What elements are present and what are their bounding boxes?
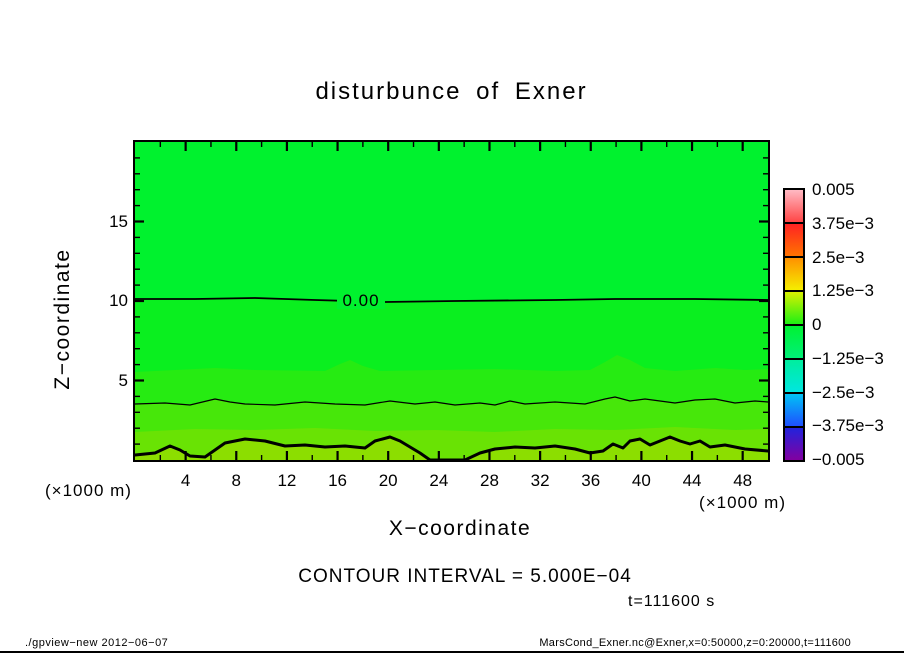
x-tick-label: 12: [277, 471, 297, 490]
y-tick-label: 10: [109, 291, 128, 310]
footer-right: MarsCond_Exner.nc@Exner,x=0:50000,z=0:20000,t=111600: [539, 637, 851, 649]
colorbar-block: [785, 258, 803, 292]
colorbar-block: [785, 224, 803, 258]
plot-svg: [135, 142, 768, 460]
plot-area: [133, 140, 770, 462]
x-tick-label: 28: [480, 471, 499, 490]
colorbar-tick-label: 0: [812, 315, 822, 334]
y-axis-title: Z−coordinate: [51, 248, 74, 390]
colorbar-block: [785, 190, 803, 224]
colorbar-tick-label: 2.5e−3: [812, 247, 865, 267]
colorbar: [783, 188, 805, 462]
x-axis-title: X−coordinate: [388, 517, 532, 540]
x-tick-label: 44: [682, 471, 702, 490]
contour-interval-text: CONTOUR INTERVAL = 5.000E−04: [298, 566, 632, 587]
colorbar-tick-label: −3.75e−3: [812, 416, 884, 436]
x-tick-label: 36: [581, 471, 601, 490]
x-tick-label: 48: [733, 471, 753, 490]
colorbar-tick-label: 3.75e−3: [812, 213, 874, 233]
zero-contour-label: 0.00: [342, 291, 380, 310]
x-tick-label: 32: [530, 471, 550, 490]
colorbar-tick-label: 1.25e−3: [812, 281, 874, 301]
x-tick-label: 8: [231, 471, 241, 490]
x-tick-label: 20: [378, 471, 398, 490]
chart-title: disturbunce of Exner: [315, 78, 588, 105]
colorbar-block: [785, 326, 803, 360]
colorbar-tick-label: −2.5e−3: [812, 382, 875, 402]
footer-left: ./gpview−new 2012−06−07: [25, 637, 169, 649]
colorbar-tick-label: −1.25e−3: [812, 348, 884, 368]
colorbar-block: [785, 292, 803, 326]
y-tick-label: 5: [118, 370, 128, 390]
time-annotation: t=111600 s: [628, 593, 716, 610]
colorbar-block: [785, 428, 803, 460]
x-tick-label: 4: [180, 471, 191, 490]
colorbar-block: [785, 394, 803, 428]
colorbar-tick-label: −0.005: [812, 450, 865, 469]
x-tick-label: 24: [429, 471, 449, 490]
y-tick-label: 15: [109, 211, 128, 231]
colorbar-block: [785, 360, 803, 394]
colorbar-tick-label: 0.005: [812, 180, 855, 199]
x-tick-label: 40: [631, 471, 651, 490]
y-axis-unit: (×1000 m): [45, 481, 132, 500]
x-axis-unit: (×1000 m): [699, 493, 786, 512]
bottom-rule: [0, 651, 904, 653]
x-tick-label: 16: [328, 471, 347, 490]
